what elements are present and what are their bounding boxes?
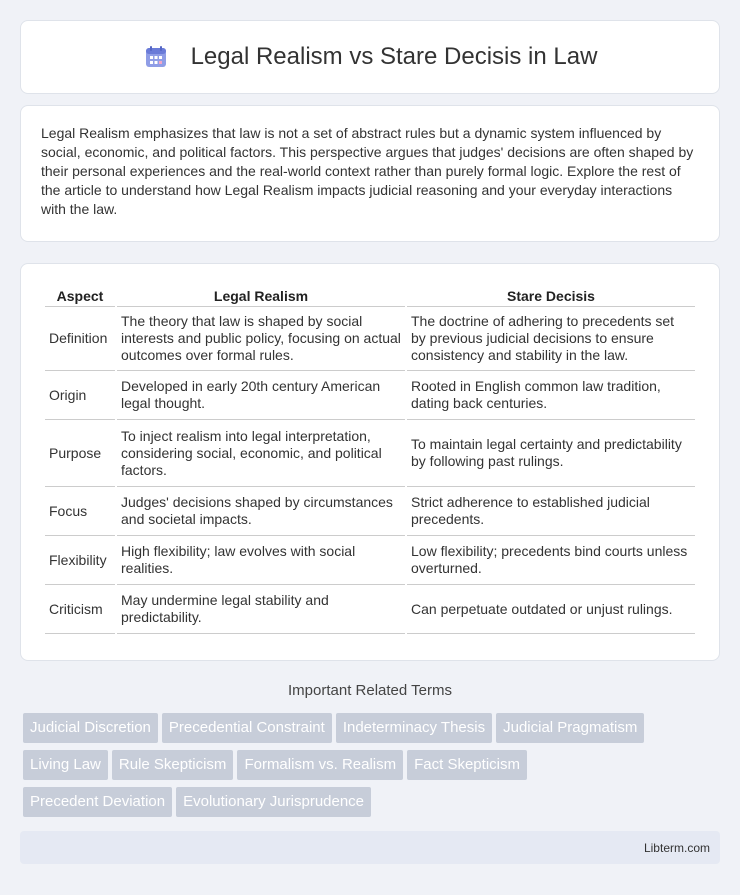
term-tag[interactable]: Precedential Constraint xyxy=(162,713,332,743)
table-row xyxy=(45,585,695,634)
term-tag[interactable]: Judicial Discretion xyxy=(23,713,158,743)
row-stare-decisis: To maintain legal certainty and predictability by following past rulings. xyxy=(407,420,695,487)
header-stare-decisis: Stare Decisis xyxy=(407,286,695,307)
row-stare-decisis: Strict adherence to established judicial precedents. xyxy=(407,487,695,536)
table-row xyxy=(45,371,695,420)
related-terms-list xyxy=(23,713,723,824)
term-tag[interactable]: Fact Skepticism xyxy=(407,750,527,780)
header-aspect: Aspect xyxy=(45,286,115,307)
row-aspect: Flexibility xyxy=(45,536,115,585)
row-legal-realism: High flexibility; law evolves with social realities. xyxy=(117,536,405,585)
row-stare-decisis: Can perpetuate outdated or unjust rulings. xyxy=(407,585,695,634)
term-tag[interactable]: Judicial Pragmatism xyxy=(496,713,644,743)
title-card xyxy=(20,20,720,94)
footer xyxy=(20,831,720,864)
row-stare-decisis: Rooted in English common law tradition, dating back centuries. xyxy=(407,371,695,420)
table-row xyxy=(45,487,695,536)
row-aspect: Focus xyxy=(45,487,115,536)
comparison-card xyxy=(20,263,720,661)
row-stare-decisis: Low flexibility; precedents bind courts unless overturned. xyxy=(407,536,695,585)
term-tag[interactable]: Formalism vs. Realism xyxy=(237,750,403,780)
intro-card xyxy=(20,105,720,242)
row-aspect: Origin xyxy=(45,371,115,420)
calendar-icon xyxy=(143,44,169,70)
table-header-row xyxy=(45,286,695,307)
term-tag[interactable]: Rule Skepticism xyxy=(112,750,234,780)
related-terms-title: Important Related Terms xyxy=(288,682,452,699)
term-tag[interactable]: Living Law xyxy=(23,750,108,780)
table-row xyxy=(45,307,695,371)
table-row xyxy=(45,420,695,487)
row-legal-realism: Judges' decisions shaped by circumstances and societal impacts. xyxy=(117,487,405,536)
row-aspect: Criticism xyxy=(45,585,115,634)
header-legal-realism: Legal Realism xyxy=(117,286,405,307)
comparison-table xyxy=(43,286,697,634)
term-tag[interactable]: Evolutionary Jurisprudence xyxy=(176,787,371,817)
row-aspect: Purpose xyxy=(45,420,115,487)
table-row xyxy=(45,536,695,585)
term-tag[interactable]: Indeterminacy Thesis xyxy=(336,713,492,743)
row-legal-realism: Developed in early 20th century American legal thought. xyxy=(117,371,405,420)
row-legal-realism: To inject realism into legal interpretation, considering social, economic, and political factors. xyxy=(117,420,405,487)
row-legal-realism: May undermine legal stability and predictability. xyxy=(117,585,405,634)
footer-link[interactable]: Libterm.com xyxy=(643,841,710,855)
term-tag[interactable]: Precedent Deviation xyxy=(23,787,172,817)
page-title: Legal Realism vs Stare Decisis in Law xyxy=(190,43,598,70)
row-stare-decisis: The doctrine of adhering to precedents set by previous judicial decisions to ensure consistency and stability in the law. xyxy=(407,307,695,371)
row-legal-realism: The theory that law is shaped by social interests and public policy, focusing on actual outcomes over formal rules. xyxy=(117,307,405,371)
row-aspect: Definition xyxy=(45,307,115,371)
intro-text: Legal Realism emphasizes that law is not a set of abstract rules but a dynamic system influenced by social, economic, and political factors. This perspective argues that judges' decisions are often shaped by their personal experiences and the real-world context rather than purely formal logic. Explore the rest of the article to understand how Legal Realism impacts judicial reasoning and your everyday interactions with the law. xyxy=(41,125,694,217)
